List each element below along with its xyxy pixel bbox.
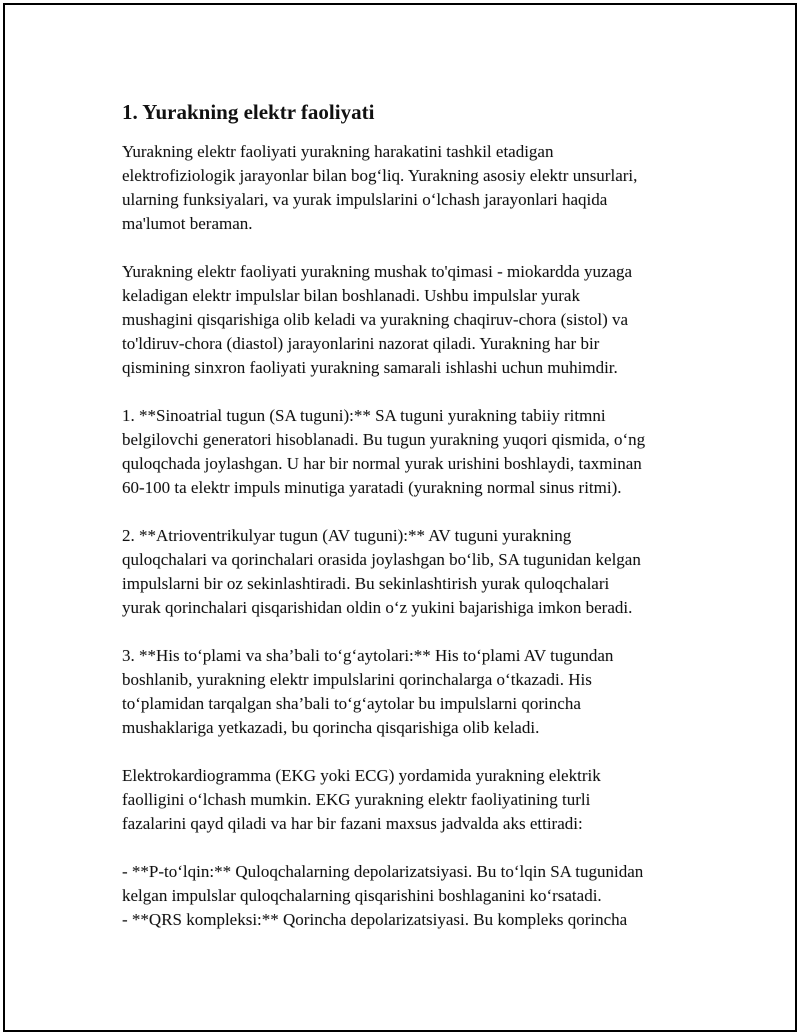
text-line: kelgan impulslar quloqchalarning qisqarishini boshlaganini ko‘rsatadi. bbox=[122, 886, 602, 905]
text-line: qismining sinxron faoliyati yurakning samarali ishlashi uchun muhimdir. bbox=[122, 358, 618, 377]
text-line: 3. **His to‘plami va sha’bali to‘g‘aytolari:** His to‘plami AV tugundan bbox=[122, 646, 614, 665]
paragraph-overview bbox=[122, 260, 722, 380]
paragraph-gap bbox=[122, 380, 722, 404]
text-line: keladigan elektr impulslar bilan boshlanadi. Ushbu impulslar yurak bbox=[122, 286, 580, 305]
text-line: elektrofiziologik jarayonlar bilan bog‘liq. Yurakning asosiy elektr unsurlari, bbox=[122, 166, 638, 185]
page-frame bbox=[3, 3, 797, 1032]
text-line: quloqchada joylashgan. U har bir normal yurak urishini boshlaydi, taxminan bbox=[122, 454, 642, 473]
paragraph-his-bundle bbox=[122, 644, 722, 740]
paragraph-ecg-waves bbox=[122, 860, 722, 932]
text-line: impulslarni bir oz sekinlashtiradi. Bu sekinlashtirish yurak quloqchalari bbox=[122, 574, 610, 593]
text-line: to'ldiruv-chora (diastol) jarayonlarini nazorat qiladi. Yurakning har bir bbox=[122, 334, 600, 353]
text-line: yurak qorinchalari qisqarishidan oldin o‘z yukini bajarishiga imkon beradi. bbox=[122, 598, 633, 617]
paragraph-av-node bbox=[122, 524, 722, 620]
paragraph-gap bbox=[122, 740, 722, 764]
text-line: boshlanib, yurakning elektr impulslarini qorinchalarga o‘tkazadi. His bbox=[122, 670, 592, 689]
text-line: Yurakning elektr faoliyati yurakning mushak to'qimasi - miokardda yuzaga bbox=[122, 262, 633, 281]
text-line: mushagini qisqarishiga olib keladi va yurakning chaqiruv-chora (sistol) va bbox=[122, 310, 629, 329]
text-line: to‘plamidan tarqalgan sha’bali to‘g‘aytolar bu impulslarni qorincha bbox=[122, 694, 581, 713]
text-line: fazalarini qayd qiladi va har bir fazani maxsus jadvalda aks ettiradi: bbox=[122, 814, 583, 833]
paragraph-intro bbox=[122, 140, 722, 236]
paragraph-gap bbox=[122, 836, 722, 860]
paragraph-sa-node bbox=[122, 404, 722, 500]
list-item: - **QRS kompleksi:** Qorincha depolarizatsiyasi. Bu kompleks qorincha bbox=[122, 910, 628, 929]
text-line: quloqchalari va qorinchalari orasida joylashgan bo‘lib, SA tugunidan kelgan bbox=[122, 550, 641, 569]
text-line: ularning funksiyalari, va yurak impulslarini o‘lchash jarayonlari haqida bbox=[122, 190, 608, 209]
text-line: 60-100 ta elektr impuls minutiga yaratadi (yurakning normal sinus ritmi). bbox=[122, 478, 622, 497]
text-line: 2. **Atrioventrikulyar tugun (AV tuguni):** AV tuguni yurakning bbox=[122, 526, 572, 545]
text-line: faolligini o‘lchash mumkin. EKG yurakning elektr faoliyatining turli bbox=[122, 790, 591, 809]
section-title: 1. Yurakning elektr faoliyati bbox=[122, 100, 375, 124]
text-line: Yurakning elektr faoliyati yurakning harakatini tashkil etadigan bbox=[122, 142, 554, 161]
list-item: - **P-to‘lqin:** Quloqchalarning depolarizatsiyasi. Bu to‘lqin SA tugunidan bbox=[122, 862, 644, 881]
text-line: belgilovchi generatori hisoblanadi. Bu tugun yurakning yuqori qismida, o‘ng bbox=[122, 430, 646, 449]
text-line: 1. **Sinoatrial tugun (SA tuguni):** SA tuguni yurakning tabiiy ritmni bbox=[122, 406, 606, 425]
text-line: ma'lumot beraman. bbox=[122, 214, 253, 233]
paragraph-ecg bbox=[122, 764, 722, 836]
paragraph-gap bbox=[122, 236, 722, 260]
document-body bbox=[122, 98, 722, 932]
text-line: Elektrokardiogramma (EKG yoki ECG) yordamida yurakning elektrik bbox=[122, 766, 601, 785]
paragraph-gap bbox=[122, 620, 722, 644]
paragraph-gap bbox=[122, 500, 722, 524]
text-line: mushaklariga yetkazadi, bu qorincha qisqarishiga olib keladi. bbox=[122, 718, 540, 737]
